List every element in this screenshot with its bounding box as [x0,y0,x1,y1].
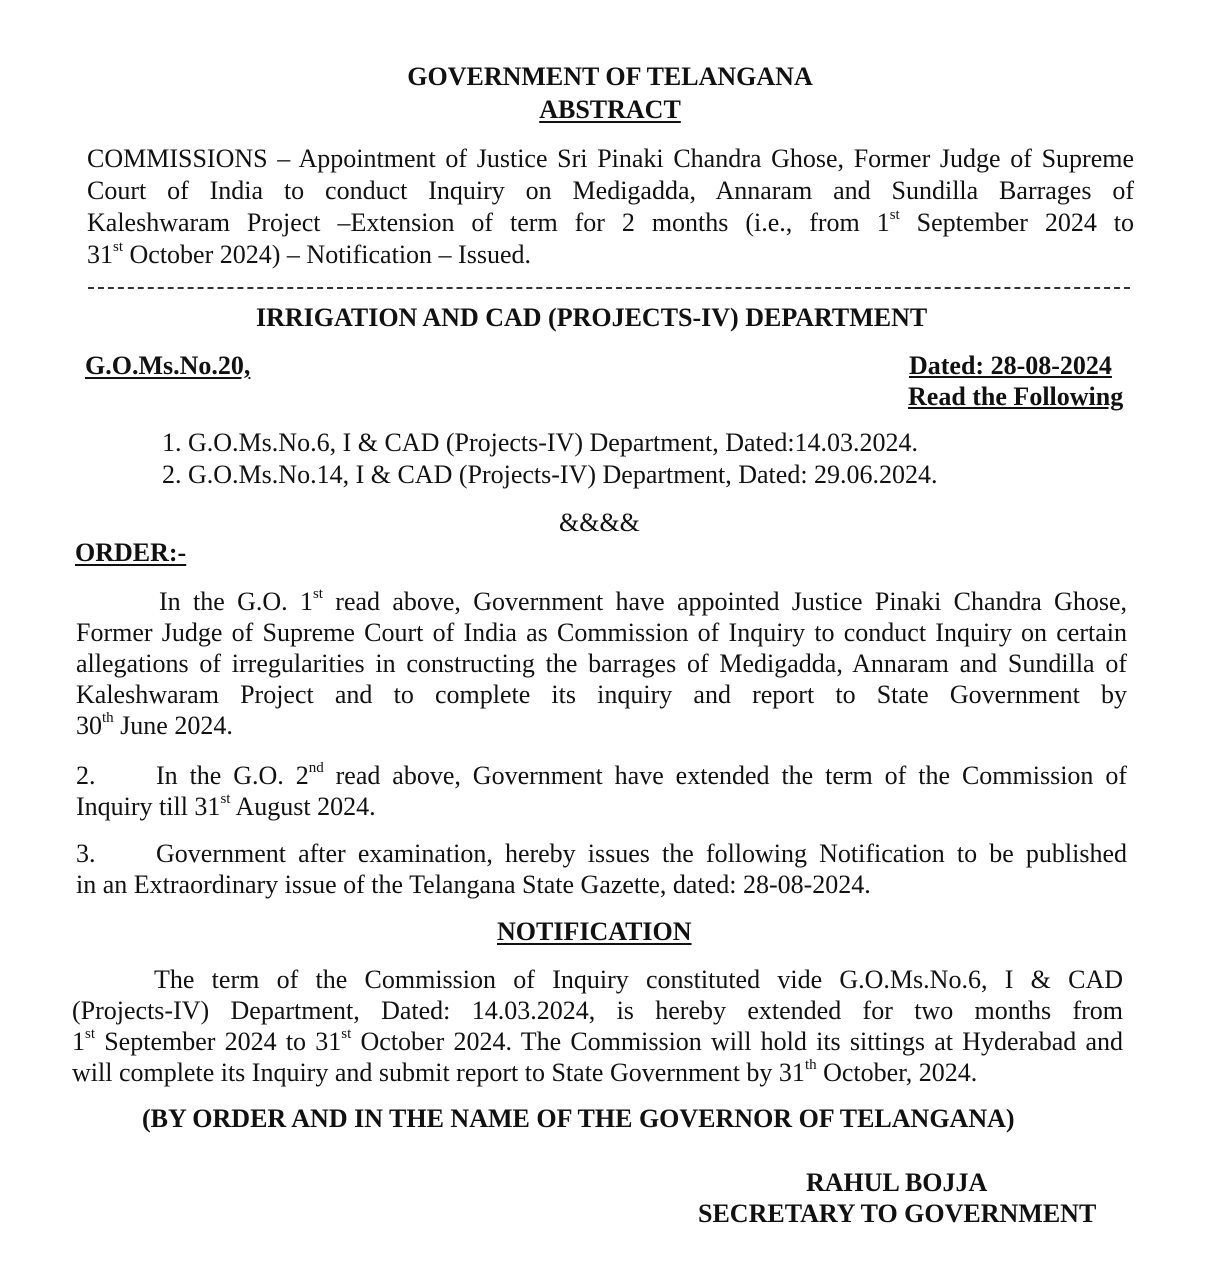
read-following: Read the Following [908,382,1124,411]
go-number: G.O.Ms.No.20, [85,351,251,380]
subject-line: Kaleshwaram Project –Extension of term for 2 months (i.e., from 1st September 2024 to [87,207,1134,237]
go-date: Dated: 28-08-2024 [909,351,1112,380]
notification-body: The term of the Commission of Inquiry constituted vide G.O.Ms.No.6, I & CAD (Projects-IV) Department, Dated: 14.03.2024, is hereby extended for two months from 1st September 2024 to 31st October 2024. The Commission will hold its sittings at Hyderabad and will complete its Inquiry and submit report to State Government by 31th October, 2024. [72,965,1124,1087]
department-title: IRRIGATION AND CAD (PROJECTS-IV) DEPARTMENT [256,303,928,332]
notification-heading: NOTIFICATION [497,917,692,946]
subject-block [87,143,1134,271]
reference-item: 1. G.O.Ms.No.6, I & CAD (Projects-IV) Department, Dated:14.03.2024. [162,428,919,457]
order-paragraph-3: 3. Government after examination, hereby issues the following Notification to be published in an Extraordinary issue of the Telangana State Gazette, dated: 28-08-2024. [76,839,1127,899]
order-heading: ORDER:- [75,538,187,567]
order-paragraph-1: In the G.O. 1st read above, Government have appointed Justice Pinaki Chandra Ghose, Former Judge of Supreme Court of India as Commission of Inquiry to conduct Inquiry on certain allegations of irregularities in constructing the barrages of Medigadda, Annaram and Sundilla of Kaleshwaram Project and to complete its inquiry and report to State Government by 30th June 2024. [76,586,1127,740]
abstract-label: ABSTRACT [539,95,681,124]
subject-line: COMMISSIONS – Appointment of Justice Sri Pinaki Chandra Ghose, Former Judge of Supreme [87,144,1134,173]
reference-item: 2. G.O.Ms.No.14, I & CAD (Projects-IV) Department, Dated: 29.06.2024. [162,460,938,489]
subject-line: 31st October 2024) – Notification – Issued. [87,239,531,269]
government-title: GOVERNMENT OF TELANGANA [407,62,813,91]
signatory-name: RAHUL BOJJA [806,1168,988,1197]
by-order-line: (BY ORDER AND IN THE NAME OF THE GOVERNOR OF TELANGANA) [142,1104,1015,1133]
separator-mark: &&&& [559,508,640,537]
subject-line: Court of India to conduct Inquiry on Medigadda, Annaram and Sundilla Barrages of [87,176,1134,205]
dashed-divider [88,287,1130,289]
signatory-designation: SECRETARY TO GOVERNMENT [698,1199,1097,1228]
order-paragraph-2: 2. In the G.O. 2nd read above, Government have extended the term of the Commission of Inquiry till 31st August 2024. [76,760,1127,821]
